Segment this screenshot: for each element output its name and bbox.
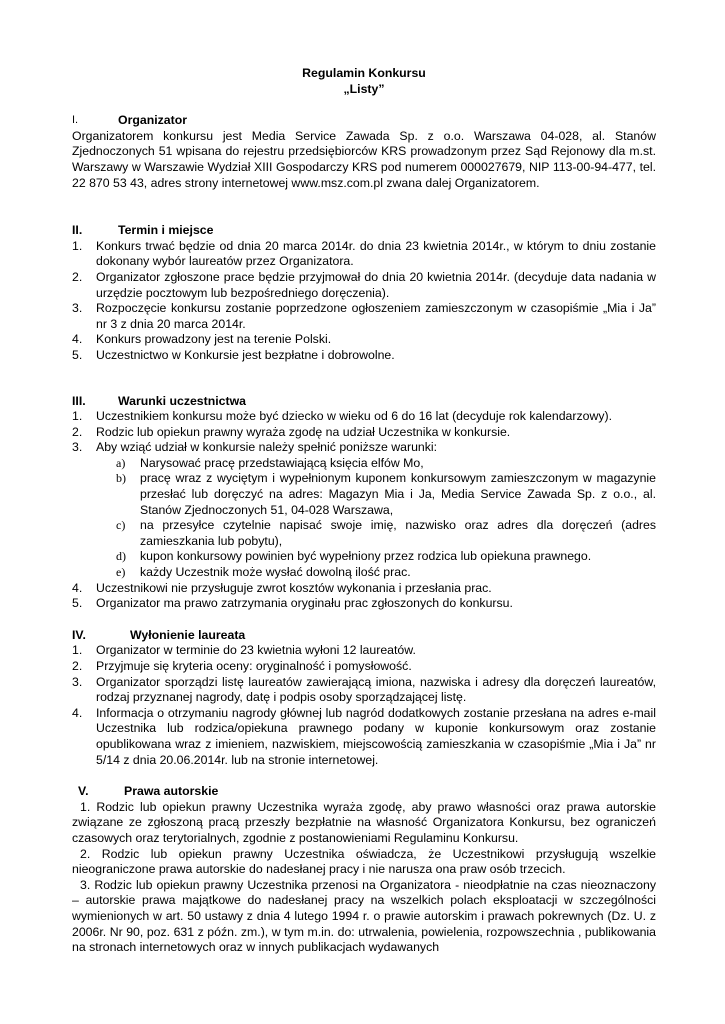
- list-item: [72, 659, 656, 675]
- section-number: IV.: [72, 627, 86, 642]
- section-heading: Organizator: [118, 113, 188, 128]
- section-5-paragraph: 3. Rodzic lub opiekun prawny Uczestnika przenosi na Organizatora - nieodpłatnie na czas nieoznaczony – autorskie prawa majątkowe do nadesłanej pracy na wszelkich polach eksploatacji w szczególności wymienionych w art. 50 ustawy z dnia 4 lutego 1994 r. o prawie autorskim i prawach pokrewnych (Dz. U. z 2006r. Nr 90, poz. 631 z późn. zm.), w tym m.in. do: utrwalenia, powielenia, rozpowszechnia , publikowania na stronach internetowych oraz w innych publikacjach wydawanych: [72, 877, 656, 955]
- item-text: Organizator ma prawo zatrzymania oryginału prac zgłoszonych do konkursu.: [96, 596, 513, 611]
- list-item: [72, 425, 656, 441]
- section-heading: Termin i miejsce: [118, 223, 214, 238]
- document-title: Regulamin Konkursu: [302, 66, 426, 80]
- item-text: Organizator w terminie do 23 kwietnia wyłoni 12 laureatów.: [96, 643, 416, 658]
- list-item: [72, 301, 656, 332]
- item-text: Konkurs prowadzony jest na terenie Polski.: [96, 332, 332, 347]
- item-number: 2.: [72, 424, 83, 439]
- sub-list-item: [116, 456, 656, 472]
- section-2-header: [72, 223, 656, 239]
- section-number: I.: [72, 114, 79, 127]
- list-item: [72, 332, 656, 348]
- item-number: 4.: [72, 580, 83, 595]
- item-text: Narysować pracę przedstawiającą księcia elfów Mo,: [140, 455, 424, 470]
- item-text: Uczestnikowi nie przysługuje zwrot kosztów wykonania i przesłania prac.: [96, 580, 492, 595]
- item-letter: a): [116, 455, 126, 470]
- section-heading: Prawa autorskie: [124, 784, 219, 799]
- document-subtitle: „Listy”: [343, 81, 385, 96]
- item-number: 4.: [72, 332, 83, 347]
- section-1-text: Organizatorem konkursu jest Media Service Zawada Sp. z o.o. Warszawa 04-028, al. Stanów Zjednoczonych 51 wpisana do rejestru przedsiębiorców KRS prowadzonym przez Sąd Rejonowy dla m.st. Warszawy w Warszawie Wydział XIII Gospodarczy KRS pod numerem 000027679, NIP 113-00-94-477, tel. 22 870 53 43, adres strony internetowej www.msz.com.pl zwana dalej Organizatorem.: [72, 128, 656, 190]
- item-text: Przyjmuje się kryteria oceny: oryginalność i pomysłowość.: [96, 659, 412, 673]
- item-text: pracę wraz z wyciętym i wypełnionym kuponem konkursowym zamieszczonym w magazynie przesłać lub doręczyć na adres: Magazyn Mia i Ja, Media Service Zawada Sp. z o.o., al. Stanów Zjednoczonych 51, 04-028 Warszawa,: [140, 471, 656, 517]
- item-text: Aby wziąć udział w konkursie należy spełnić poniższe warunki:: [96, 440, 438, 455]
- section-5-paragraph: 2. Rodzic lub opiekun prawny Uczestnika oświadcza, że Uczestnikowi przysługują wszelkie nieograniczone prawa autorskie do nadesłanej pracy i nie narusza ona praw osób trzecich.: [72, 846, 656, 877]
- item-text: Organizator zgłoszone prace będzie przyjmował do dnia 20 kwietnia 2014r. (decyduje data nadania w urzędzie pocztowym lub bezpośredniego doręczenia).: [96, 269, 656, 300]
- item-text: Rodzic lub opiekun prawny wyraża zgodę na udział Uczestnika w konkursie.: [96, 424, 511, 439]
- item-number: 2.: [72, 269, 83, 284]
- item-letter: e): [116, 565, 126, 580]
- section-heading: Wyłonienie laureata: [130, 627, 246, 642]
- item-text: Informacja o otrzymaniu nagrody głównej lub nagród dodatkowych zostanie przesłana na adres e-mail Uczestnika lub rodzica/opiekuna prawnego podany w kuponie konkursowym oraz zostanie opublikowana wraz z imieniem, nazwiskiem, miejscowością zamieszkania w czasopiśmie „Mia i Ja” nr 5/14 z dnia 20.06.2014r. lub na stronie internetowej.: [96, 705, 656, 767]
- section-4-list: [72, 643, 656, 768]
- section-number: V.: [78, 784, 89, 799]
- item-number: 5.: [72, 347, 83, 362]
- section-4-header: [72, 628, 656, 644]
- item-number: 1.: [72, 643, 83, 658]
- list-item: [72, 643, 656, 659]
- section-number: III.: [72, 393, 86, 408]
- sub-list-item: [116, 565, 656, 581]
- item-letter: d): [116, 549, 126, 564]
- item-text: kupon konkursowy powinien być wypełniony przez rodzica lub opiekuna prawnego.: [140, 549, 592, 564]
- item-text: każdy Uczestnik może wysłać dowolną ilość prac.: [140, 565, 411, 580]
- section-3-list: [72, 409, 656, 612]
- list-item: [72, 675, 656, 706]
- list-item: [72, 596, 656, 612]
- list-item: [72, 440, 656, 456]
- item-number: 2.: [72, 659, 83, 673]
- section-5-paragraph: 1. Rodzic lub opiekun prawny Uczestnika wyraża zgodę, aby prawo własności oraz prawa autorskie związane ze zgłoszoną pracą przeszły bezpłatnie na własność Organizatora Konkursu, bez ograniczeń czasowych oraz terytorialnych, zgodnie z postanowieniami Regulaminu Konkursu.: [72, 799, 656, 845]
- item-letter: c): [116, 518, 126, 533]
- list-item: [72, 706, 656, 768]
- item-text: Uczestnikiem konkursu może być dziecko w wieku od 6 do 16 lat (decyduje rok kalendarzowy).: [96, 409, 613, 424]
- list-item: [72, 270, 656, 301]
- item-number: 3.: [72, 674, 83, 689]
- section-1-header: [72, 113, 656, 129]
- item-text: na przesyłce czytelnie napisać swoje imię, nazwisko oraz adres dla doręczeń (adres zamieszkania lub pobytu),: [140, 518, 656, 548]
- list-item: [72, 348, 656, 364]
- item-text: Organizator sporządzi listę laureatów zawierającą imiona, nazwiska i adresy dla doręczeń laureatów, rodzaj przyznanej nagrody, datę i podpis osoby sporządzającej listę.: [96, 674, 656, 705]
- item-number: 3.: [72, 301, 83, 316]
- document-page: [72, 66, 656, 956]
- list-item: [72, 409, 656, 425]
- section-2-list: [72, 239, 656, 364]
- section-heading: Warunki uczestnictwa: [118, 393, 247, 408]
- item-letter: b): [116, 471, 126, 486]
- item-number: 1.: [72, 409, 83, 424]
- item-number: 1.: [72, 238, 83, 253]
- list-item: [72, 239, 656, 270]
- sub-list-item: [116, 471, 656, 518]
- section-3-header: [72, 394, 656, 410]
- item-text: Uczestnictwo w Konkursie jest bezpłatne i dobrowolne.: [96, 347, 395, 362]
- list-item: [72, 581, 656, 597]
- item-text: Konkurs trwać będzie od dnia 20 marca 2014r. do dnia 23 kwietnia 2014r., w którym to dniu zostanie dokonany wybór laureatów przez Organizatora.: [96, 238, 656, 269]
- item-number: 5.: [72, 596, 83, 611]
- item-text: Rozpoczęcie konkursu zostanie poprzedzone ogłoszeniem zamieszczonym w czasopiśmie „Mia i Ja” nr 3 z dnia 20 marca 2014r.: [96, 301, 656, 331]
- section-number: II.: [72, 223, 83, 238]
- item-number: 3.: [72, 440, 83, 455]
- section-5-header: [72, 784, 656, 800]
- sub-list-item: [116, 549, 656, 565]
- item-number: 4.: [72, 705, 83, 720]
- sub-list-item: [116, 518, 656, 549]
